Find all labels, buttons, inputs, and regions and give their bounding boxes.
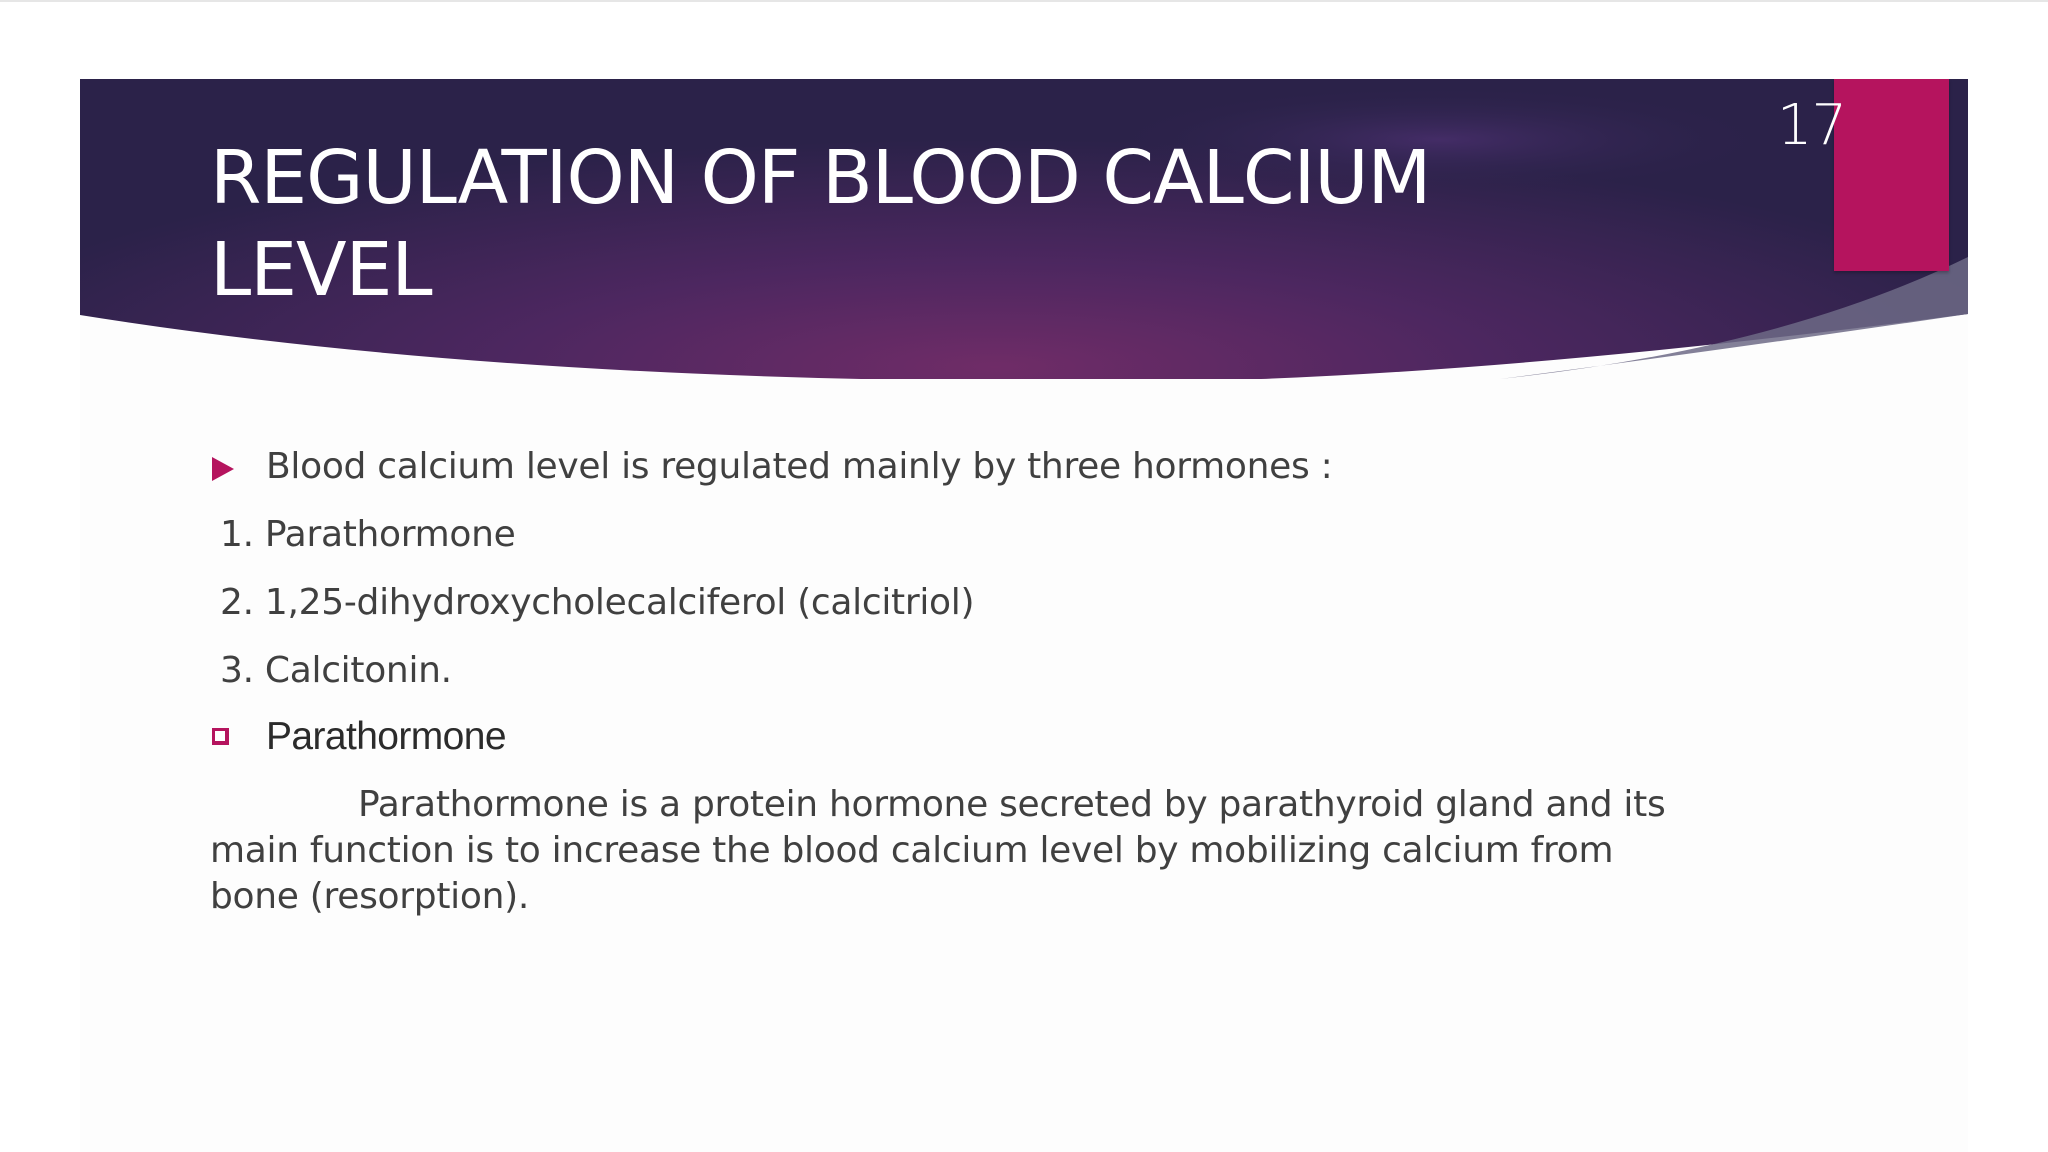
description-paragraph xyxy=(210,782,1670,920)
hormone-item-3: 3. Calcitonin. xyxy=(220,650,452,691)
description-text: Parathormone is a protein hormone secreted by parathyroid gland and its main function is to increase the blood calcium level by mobilizing calcium from bone (resorption). xyxy=(210,784,1666,917)
slide-number: 17 xyxy=(1776,93,1847,158)
intro-text: Blood calcium level is regulated mainly by three hormones : xyxy=(266,446,1333,487)
subheading: Parathormone xyxy=(266,715,506,758)
triangle-arrow-icon xyxy=(212,457,234,481)
hollow-square-icon xyxy=(212,728,229,745)
slide-title xyxy=(210,132,1510,316)
title-line-2: LEVEL xyxy=(210,227,432,313)
title-line-1: REGULATION OF BLOOD CALCIUM xyxy=(210,135,1431,221)
hormone-item-1: 1. Parathormone xyxy=(220,514,516,555)
hormone-item-2: 2. 1,25-dihydroxycholecalciferol (calcitriol) xyxy=(220,582,975,623)
